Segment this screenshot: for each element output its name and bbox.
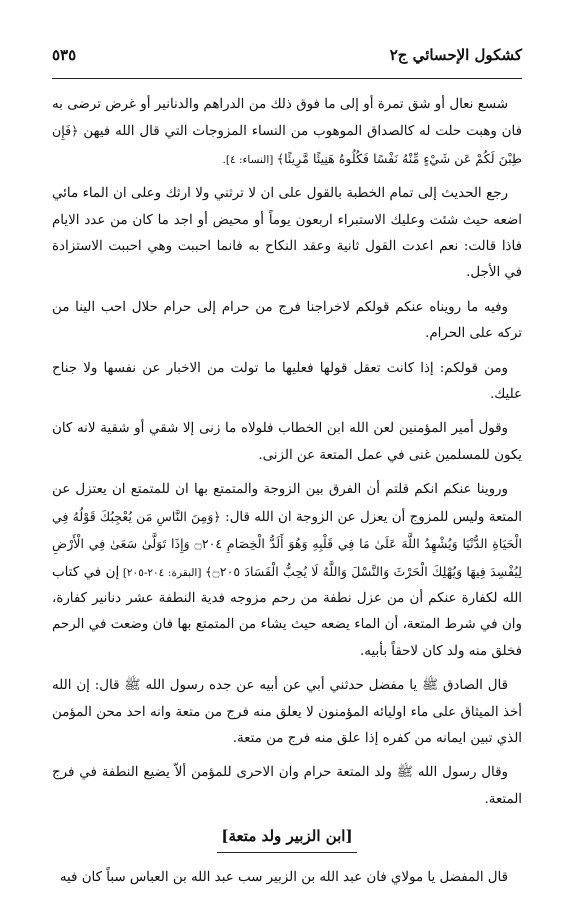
- verse-reference: [البقرة: ٢٠٤-٢٠٥]: [119, 566, 206, 579]
- paragraph: [52, 760, 522, 813]
- section-heading: [52, 823, 522, 852]
- paragraph-text: ومن قولكم: إذا كانت تعقل قولها فعليها ما تولت من الاخبار عن نفسها ولا جناح عليك.: [52, 360, 522, 403]
- paragraph: [52, 416, 522, 469]
- verse-reference: [النساء: ٤].: [222, 153, 277, 166]
- paragraph-text: رجع الحديث إلى تمام الخطبة بالقول على ان لا ترثني ولا ارثك وعلى ان الماء مائي اضعه حيث شئت وعليك الاستبراء اربعون يوماً أو محيض أو اجد ما كان من عدد الايام فاذا قالت: نعم اعدت القول ثانية وعقد النكاح به فانما احببت وهي احببت الاستزادة في الأجل.: [52, 186, 522, 281]
- quran-verse: ﴿فَإِن طِبْنَ لَكُمْ عَن شَيْءٍ مِّنْهُ نَفْسًا فَكُلُوهُ هَنِيئًا مَّرِيئًا﴾: [52, 123, 522, 166]
- paragraph: [52, 356, 522, 409]
- paragraph: [52, 865, 522, 891]
- page-number: ٥٣٥: [52, 46, 77, 64]
- paragraph: [52, 295, 522, 348]
- paragraph-text: شسع نعال أو شق تمرة أو إلى ما فوق ذلك من الدراهم والدنانير أو غرض ترضى به فان وهبت حلت له كالصداق الموهوب من النساء المزوجات التي قال الله فيهن: [52, 97, 522, 140]
- book-title: كشكول الإحسائي ج٢: [389, 46, 522, 64]
- paragraph: [52, 92, 522, 173]
- paragraph-text: وقول أمير المؤمنين لعن الله ابن الخطاب فلولاه ما زنى إلا شقي أو شقية لانه كان يكون للمسلمين غنى في عمل المتعة عن الزنى.: [52, 421, 522, 463]
- paragraph: [52, 477, 522, 665]
- paragraph: [52, 181, 522, 287]
- paragraph-text: وقال رسول الله ﷺ ولد المتعة حرام وان الاحرى للمؤمن ألاّ يضيع النطفة في فرج المتعة.: [52, 765, 522, 807]
- quran-verse: ﴿وَمِنَ النَّاسِ مَن يُعْجِبُكَ قَوْلُهُ فِي الْحَيَاةِ الدُّنْيَا وَيُشْهِدُ اللَّهَ عَلَىٰ مَا فِي قَلْبِهِ وَهُوَ أَلَدُّ الْخِصَامِ ۝٢٠٤ وَإِذَا تَوَلَّىٰ سَعَىٰ فِي الْأَرْضِ لِيُفْسِدَ فِيهَا وَيُهْلِكَ الْحَرْثَ وَالنَّسْلَ وَاللَّهُ لَا يُحِبُّ الْفَسَادَ ۝٢٠٥﴾: [52, 508, 523, 579]
- paragraph-text: قال المفضل يا مولاي فان عبد الله بن الزبير سب عبد الله بن العباس سباً كان فيه: [59, 869, 508, 885]
- paragraph-text: قال الصادق ﷺ يا مفضل حدثني أبي عن أبيه عن جده رسول الله ﷺ قال: إن الله أخذ الميثاق على ماء اوليائه المؤمنون لا يعلق منه فرج من متعة وانه احد محن المؤمن الذي تبين ايمانه من كفره إذا علق منه فرج من متعة.: [52, 678, 522, 746]
- page-body: [52, 92, 522, 899]
- paragraph-text-continued: إن في كتاب الله لكفارة عنكم أن من عزل نطفة من رحم مزوجه فدية النطفة عشر دنانير كفارة، وان في شرط المتعة، أن الماء يضعه حيث يشاء من المتمتع بها فان وضعت في الرحم فخلق منه ولد كان لاحقاً بأبيه.: [52, 564, 522, 659]
- page-header: [52, 38, 522, 79]
- paragraph: [52, 673, 522, 752]
- paragraph-text: وروينا عنكم انكم قلتم أن الفرق بين الزوجة والمتمتع بها ان للمتمتع ان يعتزل عن المتعة وليس للمزوج أن يعزل عن الزوجة ان الله قال:: [52, 482, 522, 525]
- section-heading-text: [ابن الزبير ولد متعة]: [217, 823, 356, 852]
- paragraph-text: وفيه ما رويناه عنكم قولكم لاخراجنا فرج من حرام إلى حرام حلال احب الينا من تركه على الحرام.: [52, 299, 522, 342]
